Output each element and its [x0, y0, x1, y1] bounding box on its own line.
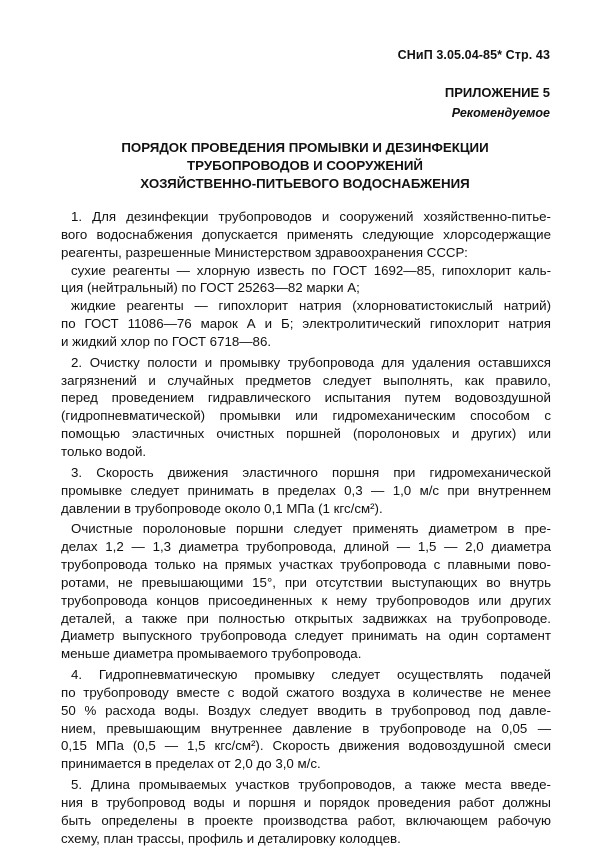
text-line: вого водоснабжения допускается применять следующие хлорсодержащие	[61, 226, 551, 242]
text-line: жидкие реагенты — гипохлорит натрия (хлорноватистокислый натрий)	[71, 298, 551, 314]
text-line: помощью эластичных очистных поршней (поролоновых и других) или	[61, 426, 551, 442]
text-line: ция (нейтральный) по ГОСТ 25263—82 марки А;	[61, 280, 360, 296]
text-line: 1. Для дезинфекции трубопроводов и сооружений хозяйственно-питье-	[71, 209, 551, 224]
text-line: 2. Очистку полости и промывку трубопровода для удаления оставшихся	[71, 354, 551, 370]
text-line: ротами, не превышающими 15°, при отсутствии выступающих во внутрь	[61, 574, 551, 590]
text-line: сухие реагенты — хлорную известь по ГОСТ 1692—85, гипохлорит каль-	[71, 262, 551, 278]
text-line: перед проведением гидравлического испытания путем водовоздушной	[61, 390, 551, 406]
text-line: трубопровода концов присоединенных к нему трубопроводов или других	[61, 592, 551, 608]
title-line: ПОРЯДОК ПРОВЕДЕНИЯ ПРОМЫВКИ И ДЕЗИНФЕКЦИИ	[121, 140, 489, 155]
text-line: принимается в пределах от 2,0 до 3,0 м/с.	[61, 756, 321, 772]
text-line: нием, превышающим внутреннее давление в трубопроводе на 0,05 —	[61, 720, 551, 736]
text-line: Очистные поролоновые поршни следует применять диаметром в пре-	[71, 521, 551, 537]
text-line: 3. Скорость движения эластичного поршня при гидромеханической	[71, 464, 551, 480]
text-line: и жидкий хлор по ГОСТ 6718—86.	[61, 333, 272, 349]
text-line: трубопровода только на прямых участках трубопровода с плавными пово-	[61, 557, 551, 573]
document-body	[61, 208, 551, 848]
text-line: по ГОСТ 11086—76 марок А и Б; электролитический гипохлорит натрия	[61, 316, 551, 332]
text-line: только водой.	[61, 443, 147, 459]
text-line: по трубопроводу вместе с водой сжатого воздуха в количестве не менее	[61, 684, 551, 700]
text-line: (гидропневматической) промывки или гидромеханическим способом с	[61, 408, 551, 424]
text-line: схему, план трассы, профиль и деталировку колодцев.	[61, 830, 401, 846]
text-line: 4. Гидропневматическую промывку следует осуществлять подачей	[71, 667, 551, 683]
text-line: 50 % расхода воды. Воздух следует вводить в трубопровод под давле-	[61, 702, 551, 718]
text-line: промывке следует принимать в пределах 0,3 — 1,0 м/с при внутреннем	[61, 482, 551, 498]
text-line: деталей, а также при полностью открытых задвижках на трубопроводе.	[61, 610, 551, 626]
title-line: ТРУБОПРОВОДОВ И СООРУЖЕНИЙ	[187, 158, 423, 173]
appendix-status: Рекомендуемое	[451, 106, 550, 120]
text-line: загрязнений и случайных предметов следует выполнять, как правило,	[61, 372, 551, 388]
text-line: меньше диаметра промываемого трубопровода.	[61, 646, 362, 662]
text-line: давлении в трубопроводе около 0,1 МПа (1 кгс/см²).	[61, 500, 383, 516]
appendix-label: ПРИЛОЖЕНИЕ 5	[444, 85, 550, 100]
text-line: делах 1,2 — 1,3 диаметра трубопровода, длиной — 1,5 — 2,0 диаметра	[61, 539, 551, 555]
running-header: СНиП 3.05.04-85* Стр. 43	[397, 48, 550, 62]
text-line: 0,15 МПа (0,5 — 1,5 кгс/см²). Скорость движения водовоздушной смеси	[61, 738, 551, 754]
title-line: ХОЗЯЙСТВЕННО-ПИТЬЕВОГО ВОДОСНАБЖЕНИЯ	[140, 176, 470, 191]
text-line: 5. Длина промываемых участков трубопроводов, а также места введе-	[71, 777, 551, 793]
document-title	[55, 139, 555, 193]
text-line: Диаметр выпускного трубопровода следует принимать на один сортамент	[61, 628, 551, 644]
text-line: ния в трубопровод воды и поршня и порядок проведения работ должны	[61, 795, 551, 810]
text-line: реагенты, разрешенные Министерством здравоохранения СССР:	[61, 244, 468, 260]
text-line: быть определены в проекте производства работ, включающем рабочую	[61, 812, 551, 828]
